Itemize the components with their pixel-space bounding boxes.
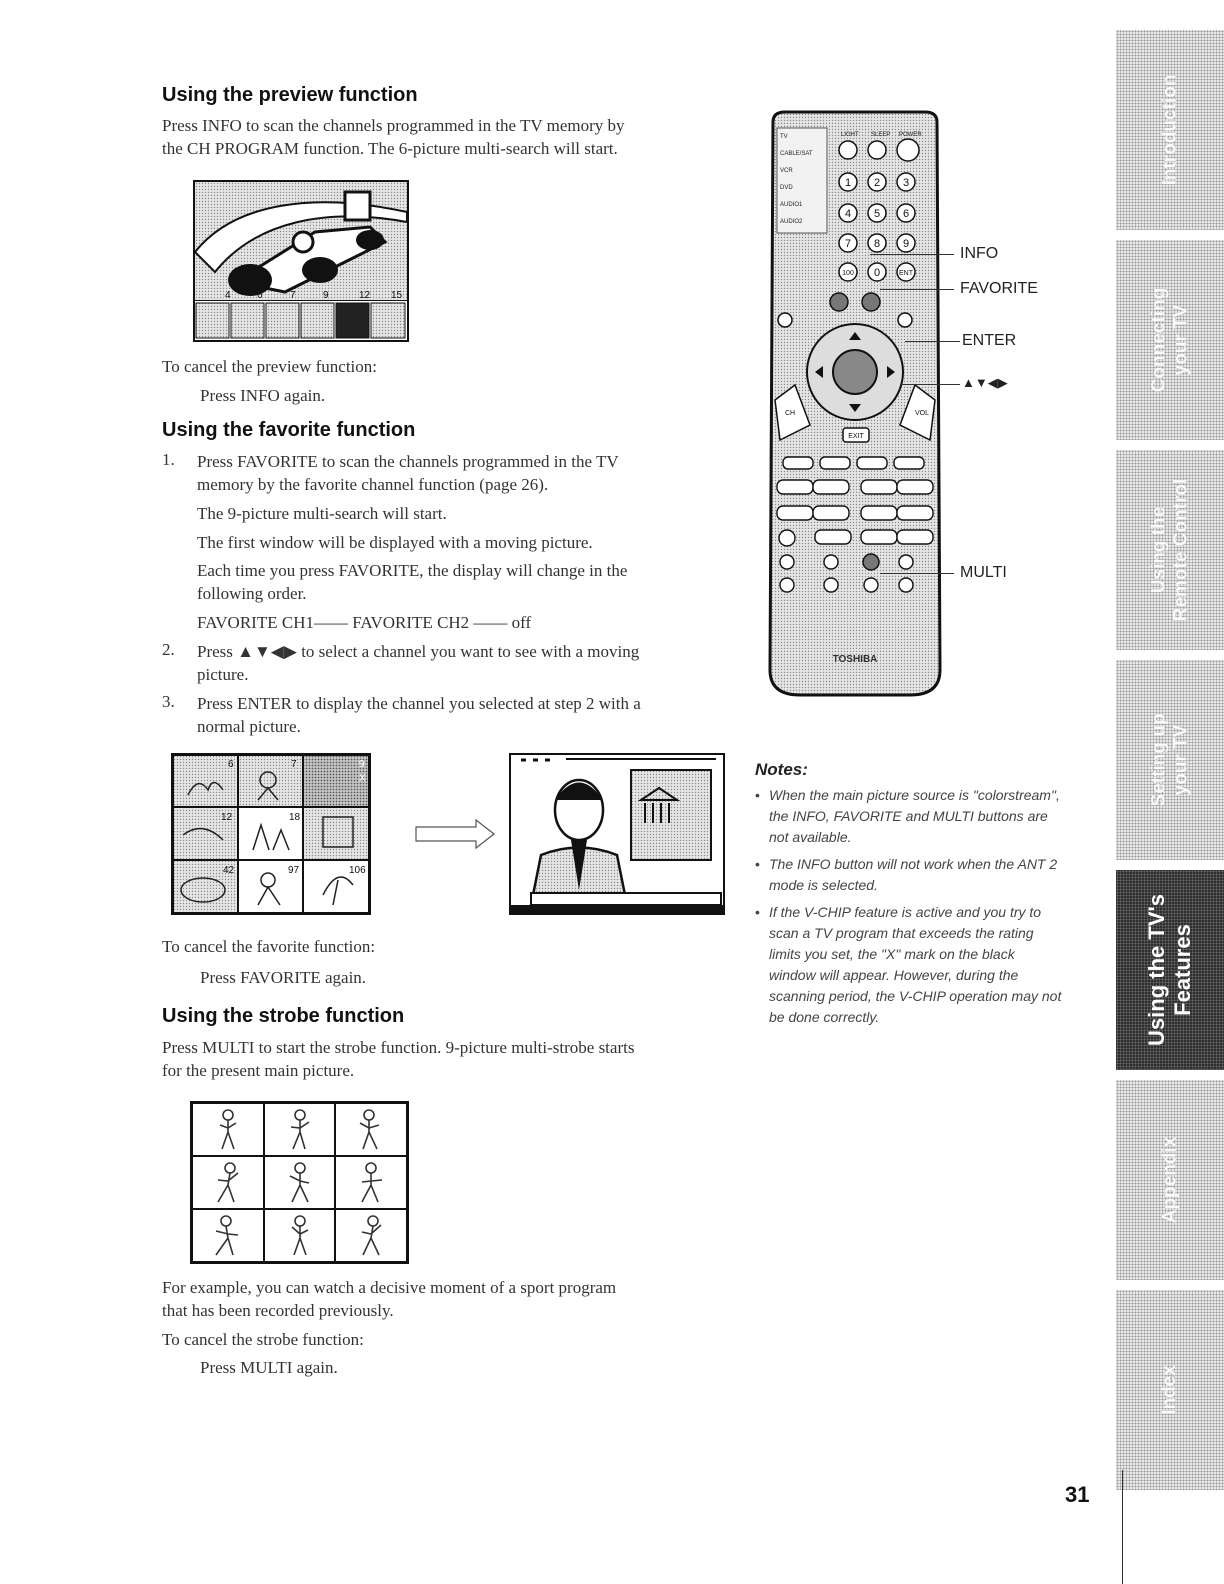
enter-button[interactable] (833, 350, 877, 394)
grid-num-7: 42 (223, 865, 235, 876)
strobe-cancel: To cancel the strobe function: (162, 1330, 364, 1349)
favorite-order: FAVORITE CH1—— FAVORITE CH2 —— off (197, 613, 532, 632)
strobe-body-line2: for the present main picture. (162, 1061, 355, 1080)
favorite-step2-number: 2. (162, 640, 175, 659)
favorite-step3-number: 3. (162, 692, 175, 711)
strobe-example-line1: For example, you can watch a decisive moment of a sport program (162, 1278, 617, 1297)
strobe-figure (190, 1101, 409, 1264)
key-ent-label: ENT (899, 270, 913, 277)
grid-num-9: 106 (349, 865, 366, 876)
arrows-leader-line (900, 384, 960, 385)
callout-multi: MULTI (960, 564, 1007, 581)
tab-setting-up-your-tv[interactable] (1116, 660, 1224, 860)
strobe-body-line1: Press MULTI to start the strobe function. 9-picture multi-strobe starts (162, 1038, 635, 1057)
favorite-step1-sub1: The 9-picture multi-search will start. (197, 504, 447, 523)
tab-label: Appendix (1159, 1136, 1180, 1224)
note-item: • The INFO button will not work when the ANT 2 mode is selected. (755, 854, 1065, 896)
power-label: POWER (899, 132, 922, 138)
strobe-cancel-action: Press MULTI again. (200, 1358, 338, 1377)
favorite-cancel: To cancel the favorite function: (162, 937, 376, 956)
tab-using-the-tvs-features[interactable] (1116, 870, 1224, 1070)
note-item: • When the main picture source is "colorstream", the INFO, FAVORITE and MULTI buttons are not available. (755, 785, 1065, 848)
key-8-label: 8 (873, 238, 881, 250)
multi-button[interactable] (863, 554, 879, 570)
tab-using-the-remote-control[interactable] (1116, 450, 1224, 650)
tab-label: Using the Remote Control (1148, 478, 1191, 622)
preview-num-1: 4 (225, 290, 231, 301)
sleep-label: SLEEP (871, 132, 891, 138)
tab-introduction[interactable] (1116, 30, 1224, 230)
preview-body-line1: Press INFO to scan the channels programmed in the TV memory by (162, 116, 625, 135)
favorite-cancel-action: Press FAVORITE again. (200, 968, 367, 987)
tab-label: Connecting your TV (1148, 287, 1191, 393)
key-1-label: 1 (844, 177, 852, 189)
favorite-button[interactable] (862, 293, 880, 311)
tab-index[interactable] (1116, 1290, 1224, 1490)
favorite-step1-line1: Press FAVORITE to scan the channels programmed in the TV (197, 452, 619, 471)
notes-title: Notes: (755, 760, 808, 779)
key-5-label: 5 (873, 208, 881, 220)
favorite-step3-line1: Press ENTER to display the channel you selected at step 2 with a (197, 694, 641, 713)
light-label: LIGHT (841, 132, 859, 138)
preview-cancel: To cancel the preview function: (162, 357, 377, 376)
page-number: 31 (1065, 1482, 1090, 1507)
tab-label: Introduction (1159, 74, 1180, 186)
preview-num-6: 15 (391, 290, 403, 301)
key-2-label: 2 (873, 177, 881, 189)
callout-arrows: ▲▼◀▶ (962, 375, 1008, 390)
key-3-label: 3 (902, 177, 910, 189)
callout-info: INFO (960, 245, 999, 262)
aux-button[interactable] (778, 313, 792, 327)
power-button[interactable] (897, 139, 919, 161)
key-6-label: 6 (902, 208, 910, 220)
vol-label: VOL (915, 410, 930, 417)
sleep-button[interactable] (868, 141, 886, 159)
favorite-step3-line2: normal picture. (197, 717, 301, 736)
preview-num-5: 12 (359, 290, 371, 301)
favorite-step2-line1: Press ▲▼◀▶ to select a channel you want to see with a moving (197, 642, 640, 661)
callout-favorite: FAVORITE (960, 280, 1038, 297)
preview-num-4: 9 (323, 290, 329, 301)
info-leader-line (870, 254, 954, 255)
key-7-label: 7 (844, 238, 852, 250)
remote-brand-logo: TOSHIBA (832, 654, 878, 665)
grid-num-4: 12 (221, 812, 233, 823)
preview-figure (193, 180, 409, 342)
favorite-step1-line2: memory by the favorite channel function (page 26). (197, 475, 549, 494)
favorite-step1-sub2: The first window will be displayed with a moving picture. (197, 533, 593, 552)
light-button[interactable] (839, 141, 857, 159)
grid-num-1: 6 (228, 759, 234, 770)
grid-num-5: 18 (289, 812, 301, 823)
preview-heading: Using the preview function (162, 84, 418, 106)
mode-label-audio1: AUDIO1 (780, 202, 803, 208)
preview-body-line2: the CH PROGRAM function. The 6-picture multi-search will start. (162, 139, 618, 158)
right-arrow-icon (414, 818, 496, 850)
favorite-step1-number: 1. (162, 450, 175, 469)
key-9-label: 9 (902, 238, 910, 250)
note-item: • If the V-CHIP feature is active and you try to scan a TV program that exceeds the rating limits you set, the "X" mark on the black window will appear. However, during the scanning period, the V-CHIP operation may not be done correctly. (755, 902, 1065, 1028)
race-car-illustration (195, 182, 407, 340)
tab-label: Setting up your TV (1147, 713, 1191, 807)
preview-num-2: 6 (257, 290, 263, 301)
favorite-step1-sub3-line2: following order. (197, 584, 307, 603)
notes-list (755, 785, 1065, 1034)
preview-cancel-action: Press INFO again. (200, 386, 326, 405)
mode-label-dvd: DVD (780, 185, 793, 191)
grid-num-3: 9 (359, 759, 365, 770)
tab-label: Using the TV's Features (1144, 894, 1196, 1046)
mode-label-audio2: AUDIO2 (780, 219, 803, 225)
key-100-label: 100 (842, 270, 854, 277)
tab-label: Index (1159, 1365, 1180, 1415)
grid-num-8: 97 (288, 865, 300, 876)
mode-label-tv: TV (780, 134, 788, 140)
section-tabs (1116, 30, 1224, 1490)
tab-appendix[interactable] (1116, 1080, 1224, 1280)
multi-leader-line (880, 573, 954, 574)
info-button[interactable] (830, 293, 848, 311)
favorite-normal-picture-figure (509, 753, 725, 915)
favorite-leader-line (880, 289, 954, 290)
aux-button[interactable] (898, 313, 912, 327)
key-4-label: 4 (844, 208, 852, 220)
mode-label-vcr: VCR (780, 168, 793, 174)
exit-label: EXIT (848, 433, 864, 440)
tab-connecting-your-tv[interactable] (1116, 240, 1224, 440)
mode-label-cable: CABLE/SAT (780, 151, 813, 157)
callout-enter: ENTER (962, 332, 1017, 349)
ch-label: CH (785, 410, 796, 417)
page-number-rule (1122, 1470, 1123, 1584)
favorite-heading: Using the favorite function (162, 419, 416, 441)
key-0-label: 0 (873, 267, 881, 279)
strobe-example-line2: that has been recorded previously. (162, 1301, 394, 1320)
favorite-grid-figure (171, 753, 371, 915)
preview-num-3: 7 (290, 290, 296, 301)
favorite-step2-line2: picture. (197, 665, 249, 684)
strobe-heading: Using the strobe function (162, 1005, 405, 1027)
grid-num-2: 7 (291, 759, 297, 770)
grid-cell (303, 807, 369, 860)
favorite-step1-sub3-line1: Each time you press FAVORITE, the display will change in the (197, 561, 628, 580)
grid-x-mark: X (359, 773, 366, 784)
enter-leader-line (905, 341, 960, 342)
remote-control-figure (765, 110, 945, 700)
